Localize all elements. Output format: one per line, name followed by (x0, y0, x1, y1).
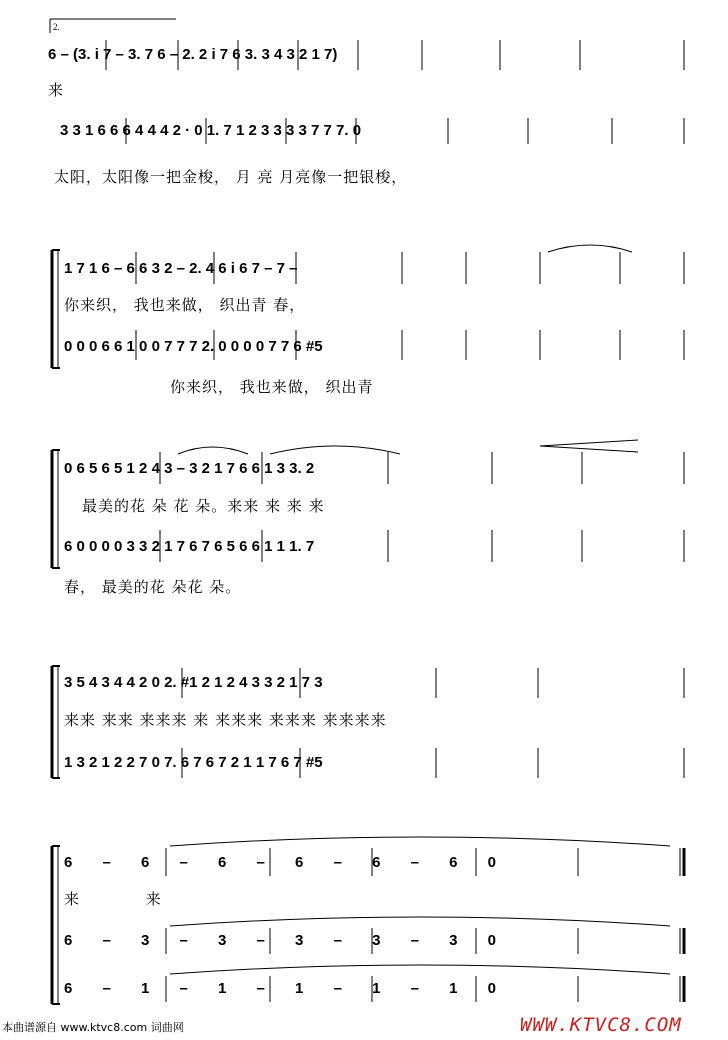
system-1-notes: 6 – (3. i 7 – 3. 7 6 – 2. 2 i 7 6 3. 3 4 3 2 1 7) (48, 46, 338, 63)
system-6-lower-notes: 6 – 1 – 1 – 1 – 1 – 1 0 (64, 980, 496, 997)
system-6-upper-notes: 6 – 6 – 6 – 6 – 6 – 6 0 (64, 854, 496, 871)
system-3-lower-notes: 0 0 0 6 6 1 0 0 7 7 7 2. 0 0 0 0 7 7 6 #5 (64, 338, 323, 355)
volta-label: 2. (53, 22, 60, 32)
system-5-lyrics: 来来 来来 来来来 来 来来来 来来来 来来来来 (64, 711, 387, 729)
system-4-lower-notes: 6 0 0 0 0 3 3 2 1 7 6 7 6 5 6 6 1 1 1. 7 (64, 538, 315, 555)
source-credit: 本曲谱源自 www.ktvc8.com 词曲网 (2, 1021, 184, 1034)
system-5-lower-notes: 1 3 2 1 2 2 7 0 7. 6 7 6 7 2 1 1 7 6 7 #5 (64, 754, 323, 771)
system-3-upper-notes: 1 7 1 6 – 6 6 3 2 – 2. 4 6 i 6 7 – 7 – (64, 260, 298, 277)
system-2-notes: 3 3 1 6 6 6 4 4 4 2 · 0 1. 7 1 2 3 3 3 3 7 7 7. 0 (60, 122, 362, 139)
system-3-lower-lyrics: 你来织， 我也来做， 织出青 (170, 378, 374, 396)
system-4-upper-notes: 0 6 5 6 5 1 2 4 3 – 3 2 1 7 6 6 1 3 3. 2 (64, 460, 315, 477)
system-3-upper-lyrics: 你来织， 我也来做， 织出青 春， (64, 296, 306, 314)
system-4-lower-lyrics: 春， 最美的花 朵花 朵。 (64, 578, 242, 596)
system-2-lyrics: 太阳，太阳像一把金梭， 月 亮 月亮像一把银梭， (54, 168, 408, 186)
system-6-lyrics: 来 来 (64, 890, 162, 908)
system-6-middle-notes: 6 – 3 – 3 – 3 – 3 – 3 0 (64, 932, 496, 949)
site-watermark: WWW.KTVC8.COM (520, 1014, 682, 1036)
system-4-upper-lyrics: 最美的花 朵 花 朵。来来 来 来 来 (82, 497, 325, 515)
system-5-upper-notes: 3 5 4 3 4 4 2 0 2. #1 2 1 2 4 3 3 2 1 7 3 (64, 674, 323, 691)
system-1-lyrics: 来 (48, 81, 65, 99)
